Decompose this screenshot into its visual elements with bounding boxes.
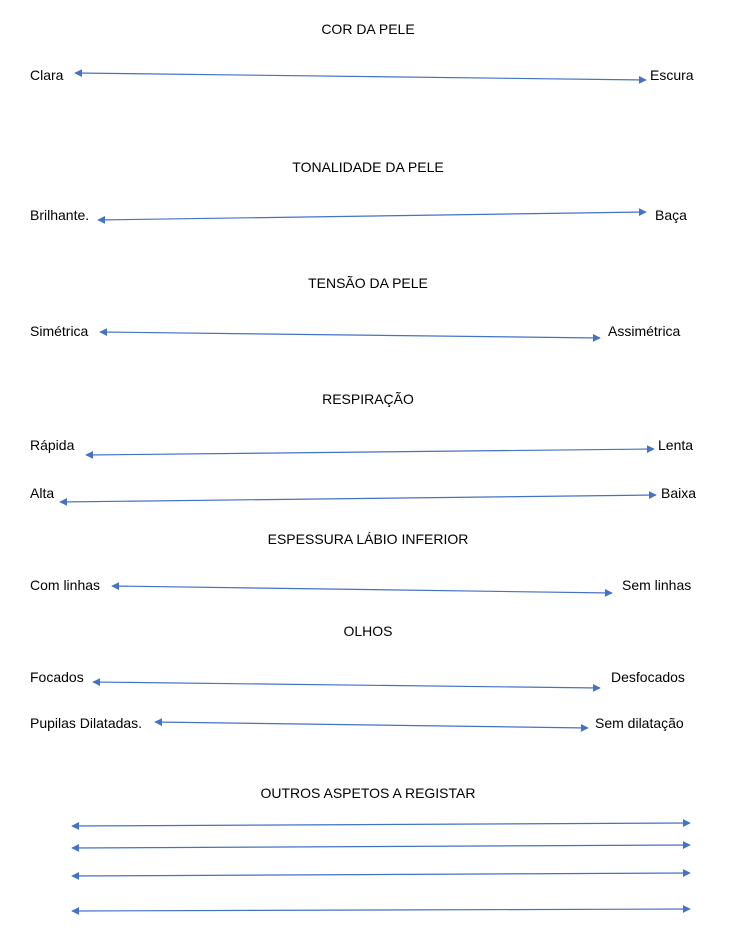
label-escura: Escura [650, 67, 694, 83]
label-com-linhas: Com linhas [30, 577, 101, 593]
heading-olhos: OLHOS [343, 623, 393, 639]
label-assimetrica: Assimétrica [608, 323, 681, 339]
heading-tonalidade-da-pele: TONALIDADE DA PELE [292, 159, 444, 175]
label-rapida: Rápida [30, 437, 75, 453]
arrow-outros-2 [72, 845, 690, 848]
label-desfocados: Desfocados [611, 669, 685, 685]
heading-espessura-labio-inferior: ESPESSURA LÁBIO INFERIOR [267, 531, 469, 547]
arrow-tensao-da-pele [100, 332, 600, 338]
arrow-espessura-labio [112, 586, 612, 593]
label-baixa: Baixa [661, 485, 697, 501]
label-alta: Alta [30, 485, 55, 501]
arrow-olhos-pupilas [155, 722, 588, 728]
label-lenta: Lenta [658, 437, 694, 453]
heading-cor-da-pele: COR DA PELE [321, 21, 415, 37]
label-clara: Clara [30, 67, 64, 83]
arrow-respiracao-alta-baixa [60, 495, 656, 502]
label-pupilas-dilatadas: Pupilas Dilatadas. [30, 715, 143, 731]
arrow-outros-1 [72, 823, 690, 826]
heading-outros-aspetos: OUTROS ASPETOS A REGISTAR [260, 785, 476, 801]
label-sem-dilatacao: Sem dilatação [595, 715, 684, 731]
arrow-cor-da-pele [75, 73, 646, 80]
label-baca: Baça [655, 207, 687, 223]
arrow-olhos-focados [93, 682, 600, 688]
arrow-respiracao-rapida-lenta [86, 449, 654, 455]
heading-respiracao: RESPIRAÇÃO [322, 391, 414, 407]
label-brilhante: Brilhante. [30, 207, 90, 223]
label-focados: Focados [30, 669, 84, 685]
arrow-outros-4 [72, 909, 690, 911]
arrow-outros-3 [72, 873, 690, 876]
label-sem-linhas: Sem linhas [622, 577, 692, 593]
arrow-tonalidade-da-pele [98, 212, 646, 220]
label-simetrica: Simétrica [30, 323, 89, 339]
heading-tensao-da-pele: TENSÃO DA PELE [308, 275, 428, 291]
